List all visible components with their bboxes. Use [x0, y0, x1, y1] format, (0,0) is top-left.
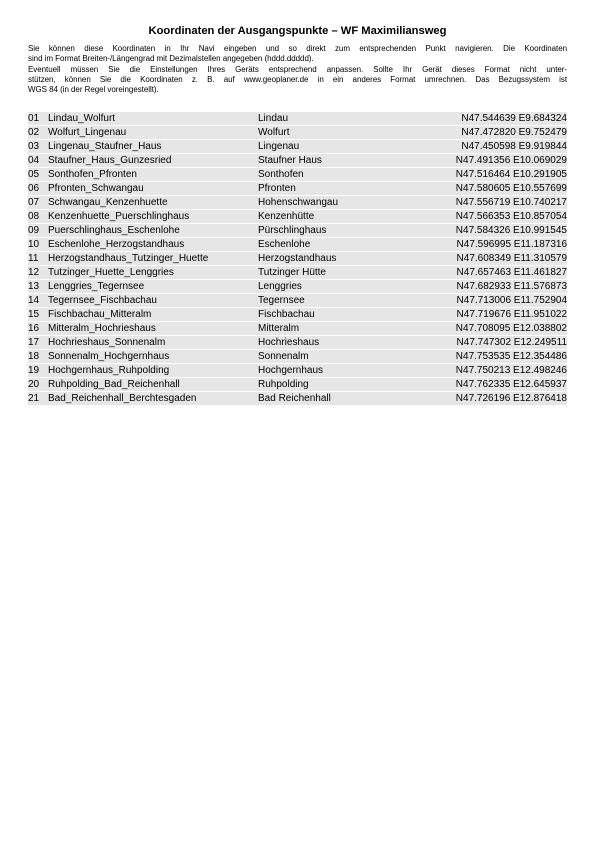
table-row — [28, 154, 567, 167]
route-name: Fischbachau_Mitteralm — [48, 309, 152, 320]
start-place: Ruhpolding — [258, 379, 309, 390]
coordinates: N47.713006 E11.752904 — [456, 295, 567, 306]
coordinates: N47.657463 E11.461827 — [456, 267, 567, 278]
table-row — [28, 210, 567, 223]
coordinates: N47.584326 E10.991545 — [455, 225, 567, 236]
row-number: 03 — [28, 141, 40, 152]
row-number: 05 — [28, 169, 40, 180]
start-place: Pürschlinghaus — [258, 225, 327, 236]
table-row — [28, 140, 567, 153]
table-row — [28, 336, 567, 349]
start-place: Lingenau — [258, 141, 300, 152]
table-row — [28, 280, 567, 293]
start-place: Sonthofen — [258, 169, 304, 180]
route-name: Ruhpolding_Bad_Reichenhall — [48, 379, 180, 390]
page-title: Koordinaten der Ausgangspunkte – WF Maximiliansweg — [148, 25, 447, 37]
route-name: Lenggries_Tegernsee — [48, 281, 145, 292]
start-place: Kenzenhütte — [258, 211, 315, 222]
row-number: 18 — [28, 351, 40, 362]
route-name: Kenzenhuette_Puerschlinghaus — [48, 211, 190, 222]
coordinates: N47.556719 E10.740217 — [455, 197, 567, 208]
start-place: Wolfurt — [258, 127, 290, 138]
intro-line: sind im Format Breiten-/Längengrad mit Dezimalstellen angegeben (hddd.ddddd). — [28, 54, 314, 64]
coordinates: N47.750213 E12.498246 — [455, 365, 567, 376]
table-row — [28, 392, 567, 405]
route-name: Herzogstandhaus_Tutzinger_Huette — [48, 253, 209, 264]
intro-line: WGS 84 (in der Regel voreingestellt). — [28, 85, 159, 95]
coordinates: N47.708095 E12.038802 — [455, 323, 567, 334]
route-name: Puerschlinghaus_Eschenlohe — [48, 225, 180, 236]
table-row — [28, 168, 567, 181]
row-number: 10 — [28, 239, 40, 250]
row-number: 09 — [28, 225, 40, 236]
row-number: 14 — [28, 295, 40, 306]
row-number: 20 — [28, 379, 40, 390]
route-name: Staufner_Haus_Gunzesried — [48, 155, 172, 166]
coordinates: N47.682933 E11.576873 — [456, 281, 567, 292]
start-place: Hochgernhaus — [258, 365, 324, 376]
start-place: Staufner Haus — [258, 155, 322, 166]
start-place: Tegernsee — [258, 295, 305, 306]
table-row — [28, 126, 567, 139]
row-number: 02 — [28, 127, 40, 138]
coordinates: N47.596995 E11.187316 — [456, 239, 567, 250]
row-number: 11 — [28, 253, 39, 264]
row-number: 15 — [28, 309, 40, 320]
row-number: 13 — [28, 281, 40, 292]
coordinates: N47.726196 E12.876418 — [455, 393, 567, 404]
route-name: Sonnenalm_Hochgernhaus — [48, 351, 170, 362]
row-number: 06 — [28, 183, 40, 194]
table-row — [28, 364, 567, 377]
coordinates: N47.472820 E9.752479 — [461, 127, 567, 138]
row-number: 12 — [28, 267, 40, 278]
table-row — [28, 350, 567, 363]
coordinates-table-body — [28, 112, 567, 405]
table-row — [28, 378, 567, 391]
route-name: Mitteralm_Hochrieshaus — [48, 323, 156, 334]
start-place: Bad Reichenhall — [258, 393, 331, 404]
table-row — [28, 196, 567, 209]
start-place: Hohenschwangau — [258, 197, 339, 208]
coordinates: N47.566353 E10.857054 — [455, 211, 567, 222]
table-row — [28, 182, 567, 195]
intro-line: Sie können diese Koordinaten in Ihr Navi eingeben und so direkt zum entsprechenden Punkt navigieren. Die Koordinaten — [28, 44, 567, 53]
start-place: Tutzinger Hütte — [258, 267, 326, 278]
start-place: Fischbachau — [258, 309, 315, 320]
intro-paragraph — [28, 44, 567, 95]
row-number: 07 — [28, 197, 40, 208]
coordinates: N47.491356 E10.069029 — [455, 155, 567, 166]
start-place: Hochrieshaus — [258, 337, 320, 348]
route-name: Wolfurt_Lingenau — [48, 127, 127, 138]
route-name: Lingenau_Staufner_Haus — [48, 141, 162, 152]
row-number: 17 — [28, 337, 40, 348]
row-number: 01 — [28, 113, 40, 124]
start-place: Eschenlohe — [258, 239, 311, 250]
route-name: Hochgernhaus_Ruhpolding — [48, 365, 170, 376]
coordinates: N47.450598 E9.919844 — [461, 141, 567, 152]
route-name: Pfronten_Schwangau — [48, 183, 144, 194]
row-number: 19 — [28, 365, 40, 376]
row-number: 21 — [28, 393, 40, 404]
coordinates: N47.516464 E10.291905 — [455, 169, 567, 180]
route-name: Schwangau_Kenzenhuette — [48, 197, 168, 208]
coordinates: N47.747302 E12.249511 — [456, 337, 567, 348]
table-row — [28, 266, 567, 279]
route-name: Tegernsee_Fischbachau — [48, 295, 157, 306]
start-place: Pfronten — [258, 183, 296, 194]
table-row — [28, 112, 567, 125]
coordinates: N47.544639 E9.684324 — [461, 113, 567, 124]
row-number: 16 — [28, 323, 40, 334]
start-place: Lindau — [258, 113, 289, 124]
coordinates: N47.719676 E11.951022 — [456, 309, 567, 320]
start-place: Mitteralm — [258, 323, 300, 334]
table-row — [28, 238, 567, 251]
intro-line: stützen, können Sie die Koordinaten z. B. auf www.geoplaner.de in ein anderes Format umrechnen. Das Bezugssystem ist — [28, 74, 567, 84]
route-name: Bad_Reichenhall_Berchtesgaden — [48, 393, 197, 404]
coordinates: N47.580605 E10.557699 — [455, 183, 567, 194]
coordinates: N47.753535 E12.354486 — [455, 351, 567, 362]
route-name: Hochrieshaus_Sonnenalm — [48, 337, 166, 348]
row-number: 04 — [28, 155, 40, 166]
route-name: Lindau_Wolfurt — [48, 113, 116, 124]
route-name: Eschenlohe_Herzogstandhaus — [48, 239, 185, 250]
table-row — [28, 224, 567, 237]
table-row — [28, 252, 567, 265]
coordinates-table — [28, 111, 567, 406]
coordinates: N47.608349 E11.310579 — [456, 253, 567, 264]
start-place: Lenggries — [258, 281, 302, 292]
coordinates: N47.762335 E12.645937 — [455, 379, 567, 390]
row-number: 08 — [28, 211, 40, 222]
table-row — [28, 294, 567, 307]
start-place: Herzogstandhaus — [258, 253, 337, 264]
table-row — [28, 308, 567, 321]
intro-line: Eventuell müssen Sie die Einstellungen Ihres Geräts entsprechend anpassen. Sollte Ihr Gerät dieses Format nicht unter- — [28, 64, 567, 74]
table-row — [28, 322, 567, 335]
route-name: Tutzinger_Huette_Lenggries — [48, 267, 174, 278]
start-place: Sonnenalm — [258, 351, 309, 362]
route-name: Sonthofen_Pfronten — [48, 169, 137, 180]
